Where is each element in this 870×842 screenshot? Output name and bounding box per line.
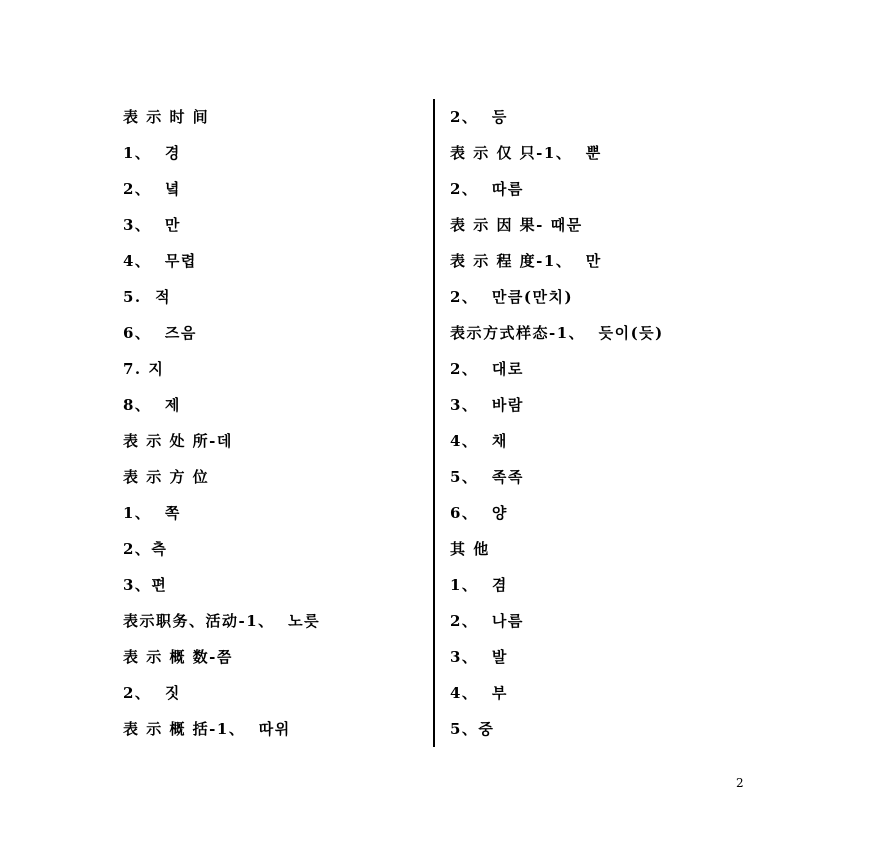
- list-item: 表 示 因 果- 때문: [450, 216, 583, 234]
- list-item: 1、 경: [123, 144, 181, 162]
- list-item: 4、 채: [450, 432, 508, 450]
- list-item: 表 示 程 度-1、 만: [450, 252, 602, 270]
- list-item: 其 他: [450, 540, 490, 558]
- list-item: 2、 따름: [450, 180, 524, 198]
- left-column: [123, 103, 423, 751]
- list-item: 表 示 处 所-데: [123, 432, 233, 450]
- list-item: 表示方式样态-1、 듯이(듯): [450, 324, 664, 342]
- list-item: 1、 쪽: [123, 504, 181, 522]
- list-item: 4、 부: [450, 684, 508, 702]
- list-item: 3、 발: [450, 648, 508, 666]
- list-item: 2、측: [123, 540, 168, 558]
- list-item: 表 示 概 括-1、 따위: [123, 720, 291, 738]
- list-item: 5. 적: [123, 288, 172, 306]
- list-item: 3、편: [123, 576, 168, 594]
- list-item: 2、 녘: [123, 180, 181, 198]
- list-item: 表 示 方 位: [123, 468, 210, 486]
- list-item: 8、 제: [123, 396, 181, 414]
- list-item: 1、 겸: [450, 576, 508, 594]
- list-item: 2、 만큼(만치): [450, 288, 574, 306]
- list-item: 2、 등: [450, 108, 508, 126]
- list-item: 2、 대로: [450, 360, 524, 378]
- list-item: 5、 족족: [450, 468, 524, 486]
- list-item: 5、중: [450, 720, 495, 738]
- list-item: 7. 지: [123, 360, 165, 378]
- list-item: 表 示 概 数-쯤: [123, 648, 233, 666]
- list-item: 表 示 时 间: [123, 108, 210, 126]
- list-item: 3、 바람: [450, 396, 524, 414]
- right-column: [450, 103, 770, 751]
- list-item: 3、 만: [123, 216, 181, 234]
- list-item: 6、 즈음: [123, 324, 197, 342]
- list-item: 4、 무렵: [123, 252, 197, 270]
- list-item: 2、 나름: [450, 612, 524, 630]
- list-item: 表示职务、活动-1、 노릇: [123, 612, 321, 630]
- list-item: 6、 양: [450, 504, 508, 522]
- column-divider: [433, 99, 435, 747]
- page-number: 2: [736, 776, 744, 790]
- list-item: 2、 짓: [123, 684, 181, 702]
- list-item: 表 示 仅 只-1、 뿐: [450, 144, 602, 162]
